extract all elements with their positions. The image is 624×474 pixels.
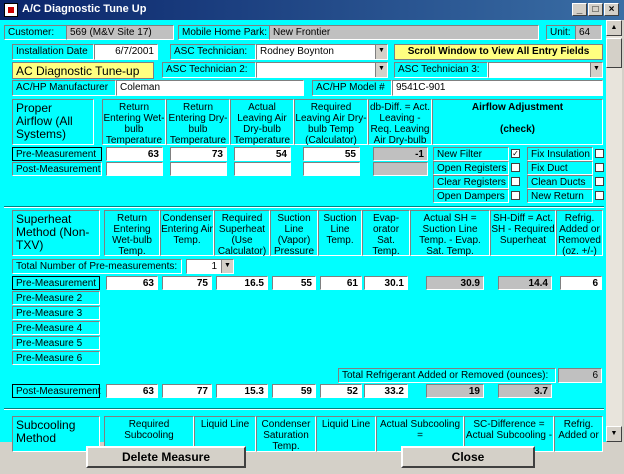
sh-pre-label-5: Pre-Measure 5 xyxy=(12,336,100,350)
sh-post-2[interactable]: 77 xyxy=(162,384,212,398)
airflow-header-1: Return Entering Wet-bulb Temperature xyxy=(102,99,166,145)
sc-header-4: Liquid Line xyxy=(316,416,376,452)
fix-duct-checkbox[interactable] xyxy=(595,163,604,172)
check-label-new-return: New Return xyxy=(527,189,593,203)
subcooling-section-title: Subcooling Method xyxy=(12,416,100,452)
airflow-post-label: Post-Measurement xyxy=(12,162,102,176)
model-label: AC/HP Model # xyxy=(312,80,392,96)
tech3-label: ASC Technician 3: xyxy=(394,62,488,78)
unit-field[interactable]: 64 xyxy=(575,25,602,40)
check-label-fix-duct: Fix Duct xyxy=(527,161,593,175)
sc-header-2: Liquid Line xyxy=(194,416,256,452)
sh-header-6: Evap-orator Sat. Temp. xyxy=(362,210,410,256)
scroll-thumb[interactable] xyxy=(606,38,622,68)
sh-post-label: Post-Measurement xyxy=(12,384,100,398)
minimize-button[interactable]: _ xyxy=(572,3,587,16)
new-filter-checkbox[interactable]: ✓ xyxy=(512,149,519,158)
sc-header-5: Actual Subcooling = xyxy=(376,416,464,452)
close-button[interactable] xyxy=(401,446,535,468)
sh-post-6[interactable]: 33.2 xyxy=(364,384,408,398)
title-bar xyxy=(0,0,624,20)
sc-header-7: Refrig. Added or xyxy=(554,416,603,452)
total-refrig-field: 6 xyxy=(558,368,602,383)
manufacturer-field[interactable]: Coleman xyxy=(116,80,304,96)
sh-pre-1[interactable]: 63 xyxy=(106,276,158,290)
install-date-label: Installation Date xyxy=(12,44,94,60)
total-pre-label: Total Number of Pre-measurements: xyxy=(12,259,182,274)
airflow-post-1[interactable] xyxy=(106,162,163,176)
sh-post-7: 19 xyxy=(426,384,484,398)
tech-select[interactable] xyxy=(256,44,388,60)
airflow-header-2: Return Entering Dry-bulb Temperature xyxy=(166,99,230,145)
sh-pre-label-1: Pre-Measurement xyxy=(12,276,100,290)
close-label: Close xyxy=(451,450,485,464)
airflow-post-4[interactable] xyxy=(303,162,360,176)
sh-header-9: Refrig. Added or Removed (oz. +/-) xyxy=(556,210,603,256)
clean-ducts-checkbox[interactable] xyxy=(595,177,604,186)
scroll-note: Scroll Window to View All Entry Fields xyxy=(394,44,603,60)
sc-header-3: Condenser Saturation Temp. xyxy=(256,416,316,452)
install-date-field[interactable]: 6/7/2001 xyxy=(94,44,158,60)
maximize-button[interactable]: □ xyxy=(588,3,603,16)
sh-post-3[interactable]: 15.3 xyxy=(216,384,268,398)
sc-header-6: SC-Difference = Actual Subcooling - xyxy=(464,416,554,452)
check-label-new-filter: New Filter xyxy=(433,147,509,161)
sh-header-3: Required Superheat (Use Calculator) xyxy=(214,210,270,256)
tech-label: ASC Technician: xyxy=(170,44,256,60)
chevron-down-icon[interactable]: ▼ xyxy=(590,63,602,77)
tech2-select[interactable] xyxy=(256,62,388,78)
sh-pre-8: 14.4 xyxy=(498,276,552,290)
airflow-adjust-header: Airflow Adjustment (check) xyxy=(432,99,603,145)
check-label-open-registers: Open Registers xyxy=(433,161,509,175)
clear-registers-checkbox[interactable] xyxy=(511,177,520,186)
airflow-post-3[interactable] xyxy=(234,162,291,176)
model-field[interactable]: 9541C-901 xyxy=(392,80,603,96)
scroll-up-icon[interactable]: ▲ xyxy=(606,20,622,36)
total-refrig-label: Total Refrigerant Added or Removed (ounces): xyxy=(338,368,556,383)
airflow-pre-1[interactable]: 63 xyxy=(106,147,163,161)
sh-pre-label-6: Pre-Measure 6 xyxy=(12,351,100,365)
airflow-post-2[interactable] xyxy=(170,162,227,176)
sh-header-5: Suction Line Temp. xyxy=(318,210,362,256)
sh-pre-2[interactable]: 75 xyxy=(162,276,212,290)
sh-pre-6[interactable]: 30.1 xyxy=(364,276,408,290)
check-label-open-dampers: Open Dampers xyxy=(433,189,509,203)
fix-insulation-checkbox[interactable] xyxy=(595,149,604,158)
section-divider xyxy=(4,408,604,410)
sh-post-8: 3.7 xyxy=(498,384,552,398)
sh-header-2: Condenser Entering Air Temp. xyxy=(160,210,214,256)
window-title: A/C Diagnostic Tune Up xyxy=(22,3,147,15)
sh-header-4: Suction Line (Vapor) Pressure xyxy=(270,210,318,256)
check-label-fix-insulation: Fix Insulation xyxy=(527,147,593,161)
sh-post-4[interactable]: 59 xyxy=(272,384,316,398)
new-return-checkbox[interactable] xyxy=(595,191,604,200)
app-icon xyxy=(4,3,18,17)
check-label-clean-ducts: Clean Ducts xyxy=(527,175,593,189)
delete-measure-label: Delete Measure xyxy=(121,450,211,464)
airflow-header-3: Actual Leaving Air Dry-bulb Temperature xyxy=(230,99,294,145)
sh-pre-label-2: Pre-Measure 2 xyxy=(12,291,100,305)
close-window-button[interactable]: × xyxy=(604,3,619,16)
sh-pre-5[interactable]: 61 xyxy=(320,276,362,290)
sc-header-1: Required Subcooling xyxy=(104,416,194,452)
sh-pre-label-3: Pre-Measure 3 xyxy=(12,306,100,320)
sh-post-1[interactable]: 63 xyxy=(106,384,158,398)
open-dampers-checkbox[interactable] xyxy=(511,191,520,200)
manufacturer-label: AC/HP Manufacturer xyxy=(12,80,116,96)
chevron-down-icon[interactable]: ▼ xyxy=(375,63,387,77)
vertical-scrollbar[interactable] xyxy=(606,20,622,442)
airflow-post-5 xyxy=(373,162,428,176)
sh-header-7: Actual SH = Suction Line Temp. - Evap. Sat. Temp. xyxy=(410,210,490,256)
chevron-down-icon[interactable]: ▼ xyxy=(375,45,387,59)
customer-field[interactable]: 569 (M&V Site 17) xyxy=(66,25,174,40)
section-divider xyxy=(4,206,604,208)
tech2-label: ASC Technician 2: xyxy=(162,62,256,78)
airflow-pre-3[interactable]: 54 xyxy=(234,147,291,161)
airflow-pre-label: Pre-Measurement xyxy=(12,147,102,161)
park-field[interactable]: New Frontier xyxy=(269,25,539,40)
scroll-down-icon[interactable]: ▼ xyxy=(606,426,622,442)
airflow-header-4: Required Leaving Air Dry-bulb Temp (Calculator) xyxy=(294,99,368,145)
chevron-down-icon[interactable]: ▼ xyxy=(221,260,233,273)
unit-label: Unit: xyxy=(546,25,576,40)
airflow-header-5: db-Diff. = Act. Leaving - Req. Leaving Air Dry-bulb xyxy=(368,99,432,145)
sh-header-8: SH-Diff = Act. SH - Required Superheat xyxy=(490,210,556,256)
tech3-select[interactable] xyxy=(488,62,603,78)
airflow-pre-5: -1 xyxy=(373,147,428,161)
sh-post-5[interactable]: 52 xyxy=(320,384,362,398)
sh-header-1: Return Entering Wet-bulb Temp. xyxy=(104,210,160,256)
sh-pre-label-4: Pre-Measure 4 xyxy=(12,321,100,335)
sh-pre-7: 30.9 xyxy=(426,276,484,290)
open-registers-checkbox[interactable] xyxy=(511,163,520,172)
customer-label: Customer: xyxy=(4,25,68,40)
superheat-section-title: Superheat Method (Non-TXV) xyxy=(12,210,100,256)
total-pre-select[interactable] xyxy=(186,259,234,274)
sh-pre-9[interactable]: 6 xyxy=(560,276,602,290)
airflow-pre-4[interactable]: 55 xyxy=(303,147,360,161)
sh-pre-4[interactable]: 55 xyxy=(272,276,316,290)
delete-measure-button[interactable] xyxy=(86,446,246,468)
total-pre-value: 1 xyxy=(211,261,217,272)
sh-pre-3[interactable]: 16.5 xyxy=(216,276,268,290)
tech-select-value: Rodney Boynton xyxy=(260,46,334,57)
form-area xyxy=(0,20,606,452)
airflow-section-title: Proper Airflow (All Systems) xyxy=(12,99,94,145)
form-title: AC Diagnostic Tune-up xyxy=(12,62,154,79)
check-label-clear-registers: Clear Registers xyxy=(433,175,509,189)
park-label: Mobile Home Park: xyxy=(178,25,270,40)
airflow-pre-2[interactable]: 73 xyxy=(170,147,227,161)
